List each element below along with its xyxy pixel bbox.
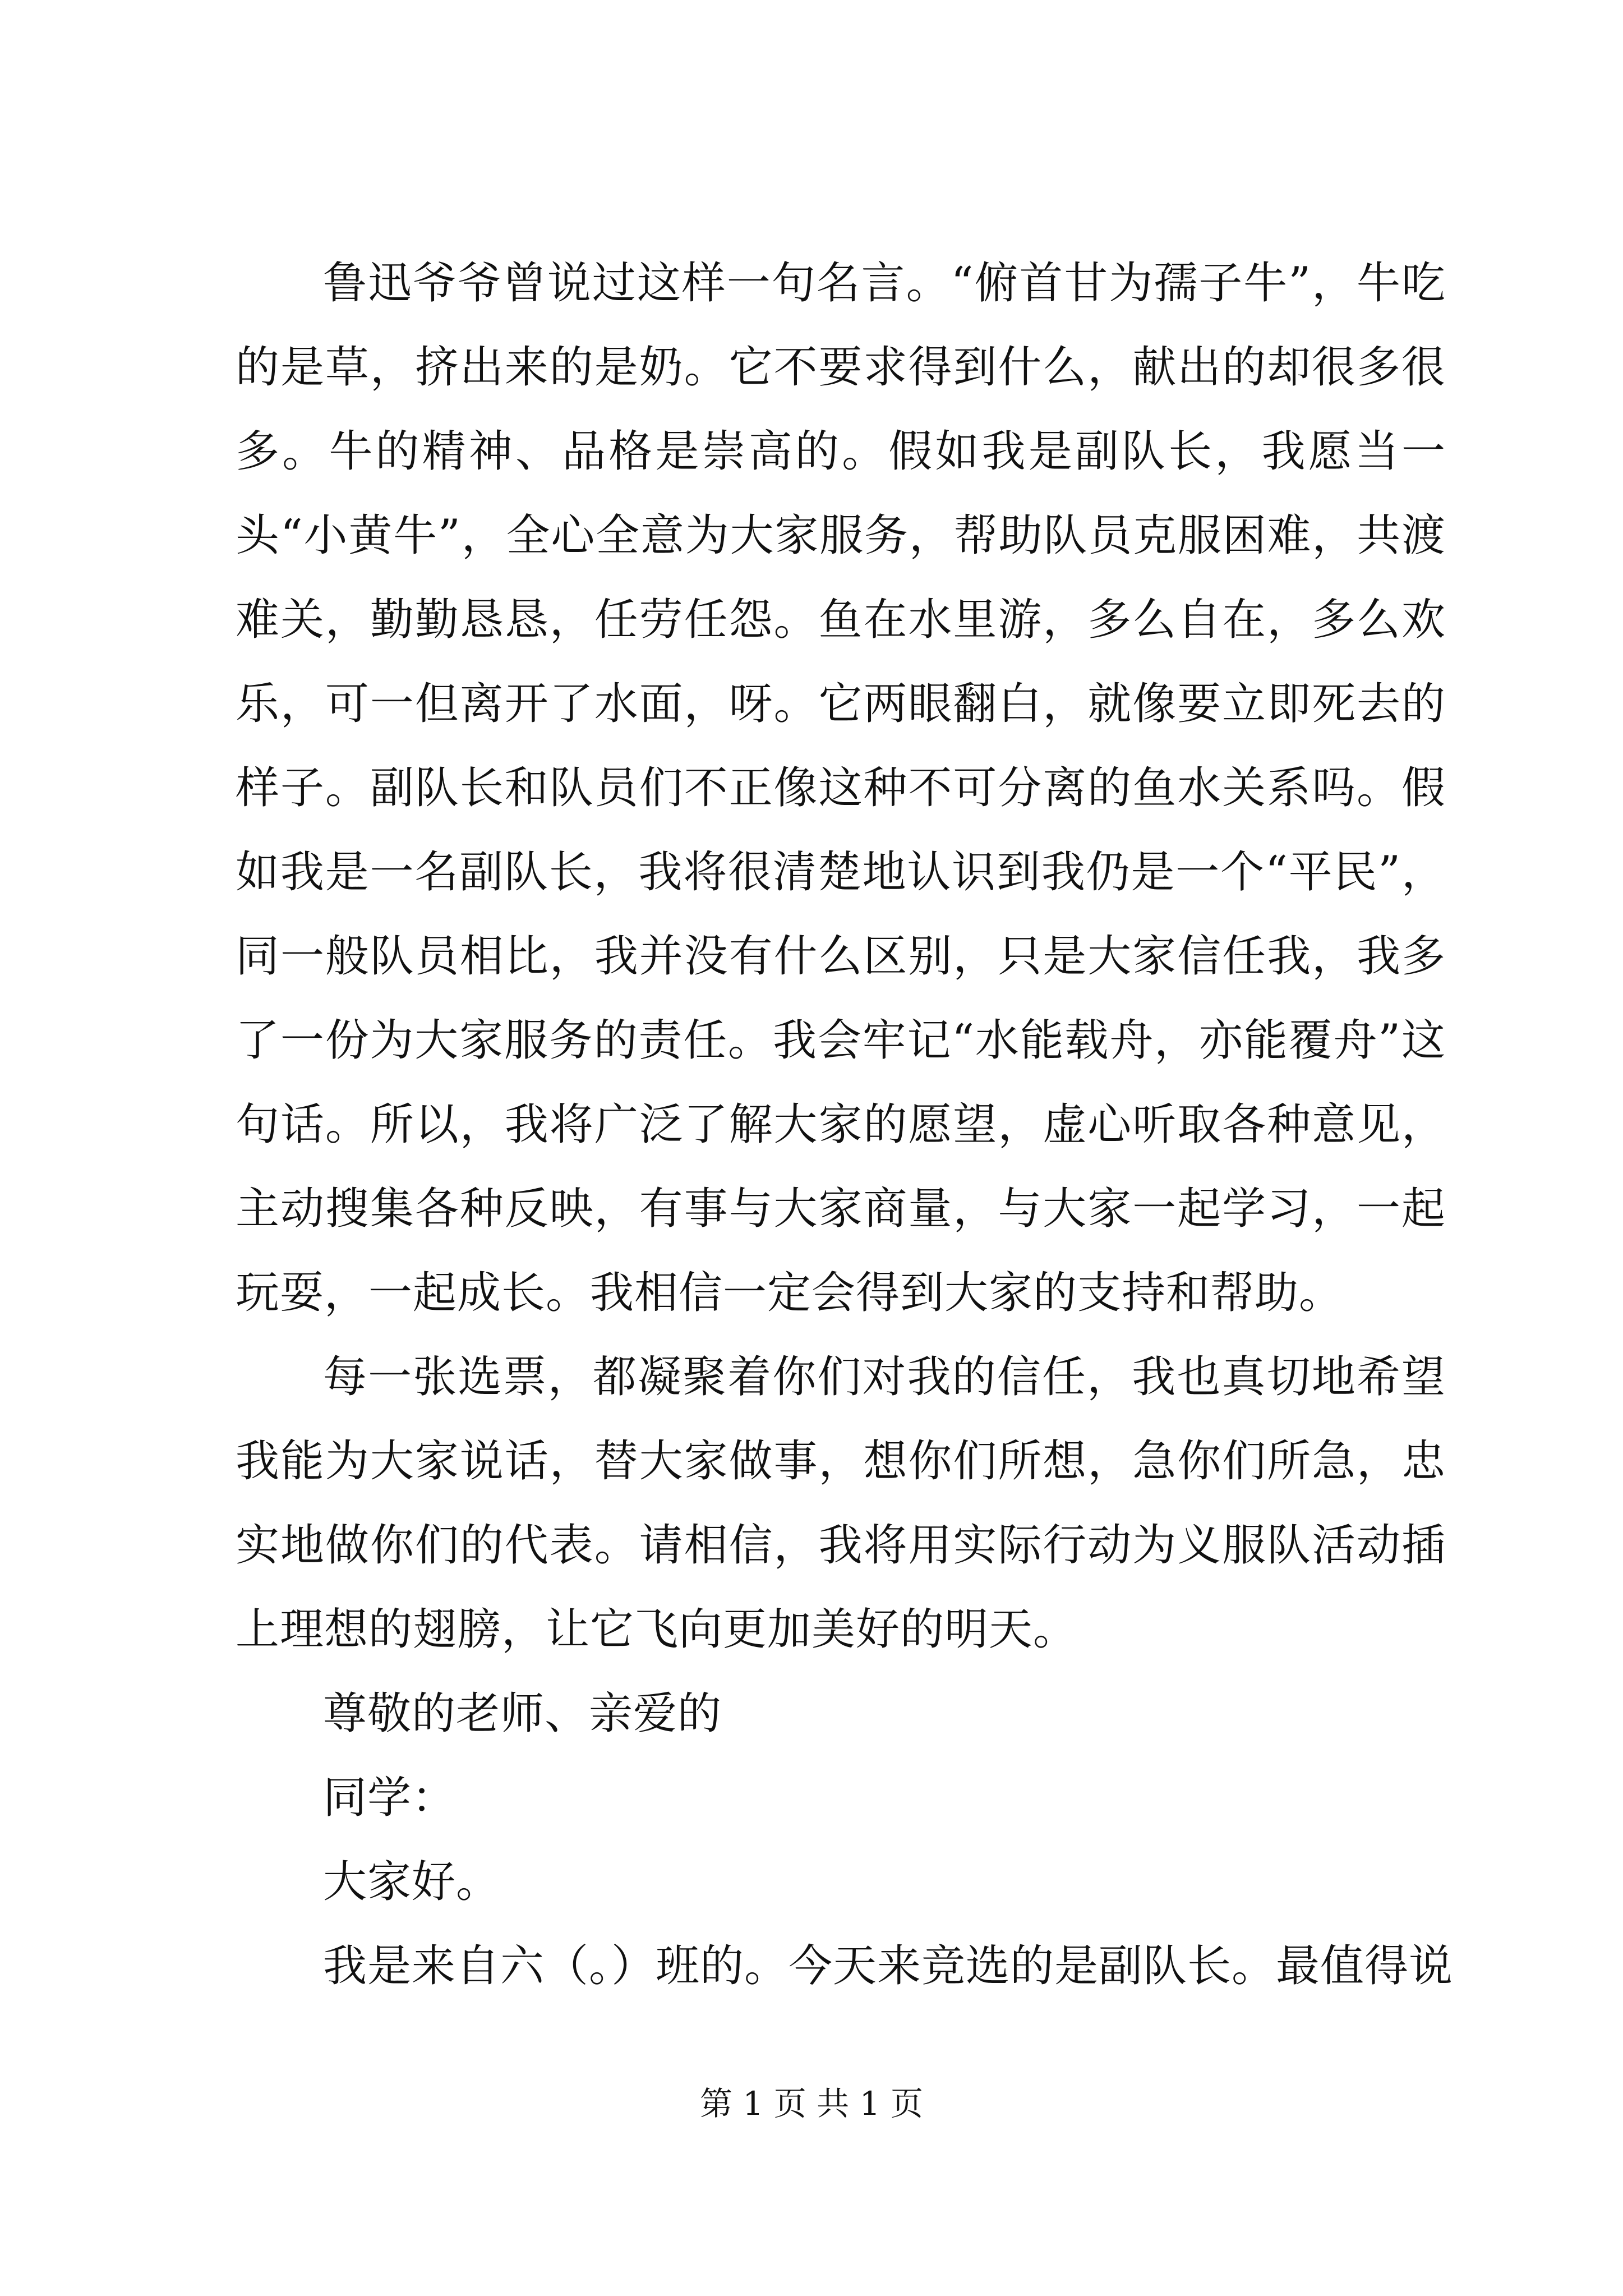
intro-line: 我是来自六（。）班的。今天来竞选的是副队长。最值得说	[323, 1941, 1454, 1991]
paragraph-1: 鲁迅爷爷曾说过这样一句名言。“俯首甘为孺子牛”，牛吃的是草，挤出来的是奶。它不要求得到什么，献出的却很多很多。牛的精神、品格是崇高的。假如我是副队长，我愿当一头“小黄牛”，全心全意为大家服务，帮助队员克服困难，共渡难关，勤勤恳恳，任劳任怨。鱼在水里游，多么自在，多么欢乐，可一但离开了水面，呀。它两眼翻白，就像要立即死去的样子。副队长和队员们不正像这种不可分离的鱼水关系吗。假如我是一名副队长，我将很清楚地认识到我仍是一个“平民”，同一般队员相比，我并没有什么区别，只是大家信任我，我多了一份为大家服务的责任。我会牢记“水能载舟，亦能覆舟”这句话。所以，我将广泛了解大家的愿望，虚心听取各种意见，主动搜集各种反映，有事与大家商量，与大家一起学习，一起玩耍，一起成长。我相信一定会得到大家的支持和帮助。	[236, 258, 1446, 1318]
salutation-line-1: 尊敬的老师、亲爱的	[323, 1688, 722, 1739]
greeting-line: 大家好。	[323, 1857, 501, 1907]
salutation-line-2: 同学：	[323, 1773, 457, 1823]
document-body	[236, 241, 1454, 2008]
paragraph-2: 每一张选票，都凝聚着你们对我的信任，我也真切地希望我能为大家说话，替大家做事，想你们所想，急你们所急，忠实地做你们的代表。请相信，我将用实际行动为义服队活动插上理想的翅膀，让它飞向更加美好的明天。	[236, 1352, 1446, 1655]
page-number-footer: 第 1 页 共 1 页	[700, 2085, 923, 2123]
